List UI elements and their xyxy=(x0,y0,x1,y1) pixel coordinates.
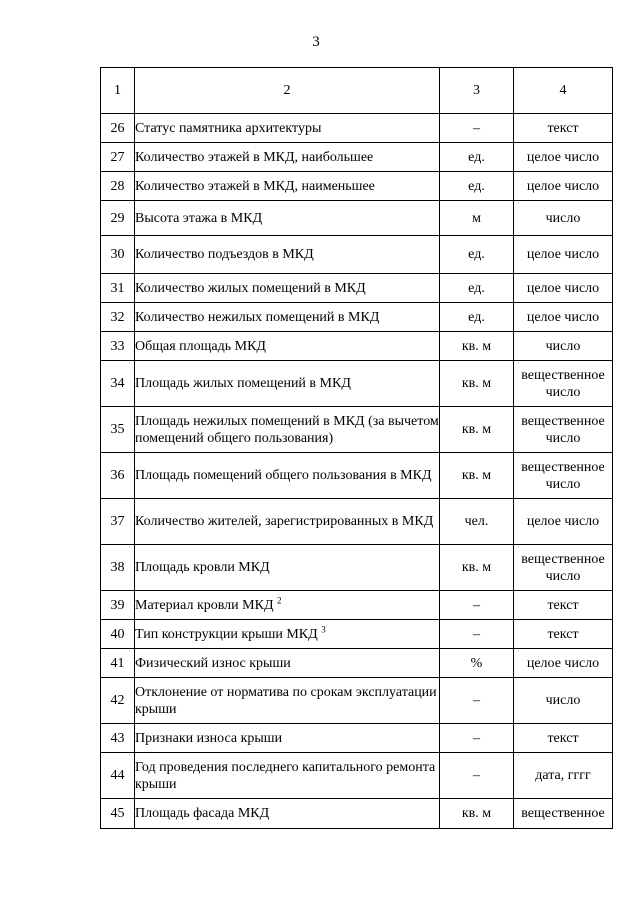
row-unit: – xyxy=(440,620,514,649)
row-data-type: число xyxy=(514,332,613,361)
table-row xyxy=(101,407,613,453)
row-name: Тип конструкции крыши МКД xyxy=(135,626,318,642)
row-name: Год проведения последнего капитального ремонта крыши xyxy=(135,759,436,792)
row-data-type: текст xyxy=(514,114,613,143)
row-number: 30 xyxy=(101,236,135,274)
row-number: 28 xyxy=(101,172,135,201)
table-row xyxy=(101,620,613,649)
header-cell-4: 4 xyxy=(514,68,613,114)
row-name: Площадь нежилых помещений в МКД (за вычетом помещений общего пользования) xyxy=(135,413,439,446)
row-number: 44 xyxy=(101,753,135,799)
row-data-type: дата, гггг xyxy=(514,753,613,799)
row-unit: кв. м xyxy=(440,332,514,361)
row-number: 31 xyxy=(101,274,135,303)
row-unit: кв. м xyxy=(440,545,514,591)
row-data-type: целое число xyxy=(514,649,613,678)
table-row xyxy=(101,753,613,799)
row-name: Отклонение от норматива по срокам эксплуатации крыши xyxy=(135,684,437,717)
row-name-cell xyxy=(135,143,440,172)
row-name-cell xyxy=(135,332,440,361)
table-row xyxy=(101,201,613,236)
row-unit: ед. xyxy=(440,172,514,201)
row-name-cell xyxy=(135,236,440,274)
table-row xyxy=(101,332,613,361)
table-row xyxy=(101,724,613,753)
row-data-type: целое число xyxy=(514,143,613,172)
row-name-cell xyxy=(135,799,440,829)
row-number: 42 xyxy=(101,678,135,724)
row-name: Физический износ крыши xyxy=(135,655,291,671)
row-data-type: число xyxy=(514,201,613,236)
table-row xyxy=(101,143,613,172)
row-name-cell xyxy=(135,678,440,724)
table-row xyxy=(101,114,613,143)
row-unit: кв. м xyxy=(440,799,514,829)
row-name-cell xyxy=(135,649,440,678)
row-name-cell xyxy=(135,724,440,753)
row-unit: – xyxy=(440,591,514,620)
table-row xyxy=(101,678,613,724)
row-name: Количество жителей, зарегистрированных в МКД xyxy=(135,514,434,529)
table-row xyxy=(101,361,613,407)
row-data-type: текст xyxy=(514,591,613,620)
row-unit: – xyxy=(440,724,514,753)
row-number: 40 xyxy=(101,620,135,649)
row-name: Площадь жилых помещений в МКД xyxy=(135,376,351,391)
header-cell-2: 2 xyxy=(135,68,440,114)
row-number: 26 xyxy=(101,114,135,143)
table-row xyxy=(101,499,613,545)
table-body xyxy=(101,68,613,829)
header-row xyxy=(101,68,613,114)
table-row xyxy=(101,453,613,499)
row-data-type: вещественное число xyxy=(514,407,613,453)
row-unit: кв. м xyxy=(440,361,514,407)
row-data-type: целое число xyxy=(514,236,613,274)
table-row xyxy=(101,303,613,332)
row-name: Площадь помещений общего пользования в МКД xyxy=(135,468,432,483)
row-number: 27 xyxy=(101,143,135,172)
row-data-type: вещественное xyxy=(514,799,613,829)
row-name: Признаки износа крыши xyxy=(135,730,283,746)
row-name-cell xyxy=(135,453,440,499)
row-name-cell xyxy=(135,620,440,649)
row-name: Количество жилых помещений в МКД xyxy=(135,280,366,296)
row-name: Количество этажей в МКД, наибольшее xyxy=(135,149,374,165)
row-name: Площадь фасада МКД xyxy=(135,806,270,821)
header-cell-1: 1 xyxy=(101,68,135,114)
row-name: Общая площадь МКД xyxy=(135,338,266,354)
row-name-cell xyxy=(135,499,440,545)
row-name-cell xyxy=(135,274,440,303)
table-row xyxy=(101,649,613,678)
table-row xyxy=(101,274,613,303)
row-name: Количество этажей в МКД, наименьшее xyxy=(135,178,375,194)
row-name: Количество подъездов в МКД xyxy=(135,247,314,262)
row-number: 43 xyxy=(101,724,135,753)
row-number: 34 xyxy=(101,361,135,407)
row-name: Статус памятника архитектуры xyxy=(135,120,322,136)
row-data-type: текст xyxy=(514,620,613,649)
row-number: 37 xyxy=(101,499,135,545)
row-name: Материал кровли МКД xyxy=(135,597,274,613)
row-data-type: вещественное число xyxy=(514,453,613,499)
table-row xyxy=(101,172,613,201)
row-name-cell xyxy=(135,545,440,591)
row-number: 38 xyxy=(101,545,135,591)
row-number: 45 xyxy=(101,799,135,829)
row-number: 39 xyxy=(101,591,135,620)
row-name: Площадь кровли МКД xyxy=(135,560,270,575)
row-number: 35 xyxy=(101,407,135,453)
row-data-type: целое число xyxy=(514,274,613,303)
row-name-cell xyxy=(135,361,440,407)
footnote-marker: 2 xyxy=(277,594,282,605)
row-unit: кв. м xyxy=(440,407,514,453)
row-unit: ед. xyxy=(440,303,514,332)
row-unit: ед. xyxy=(440,274,514,303)
row-name: Количество нежилых помещений в МКД xyxy=(135,309,380,325)
table-row xyxy=(101,236,613,274)
row-number: 29 xyxy=(101,201,135,236)
row-name-cell xyxy=(135,303,440,332)
row-unit: ед. xyxy=(440,236,514,274)
table-row xyxy=(101,591,613,620)
row-unit: ед. xyxy=(440,143,514,172)
row-number: 33 xyxy=(101,332,135,361)
attributes-table xyxy=(100,67,613,829)
row-name-cell xyxy=(135,753,440,799)
row-data-type: число xyxy=(514,678,613,724)
row-unit: % xyxy=(440,649,514,678)
header-cell-3: 3 xyxy=(440,68,514,114)
row-number: 32 xyxy=(101,303,135,332)
row-name-cell xyxy=(135,172,440,201)
row-data-type: вещественное число xyxy=(514,361,613,407)
row-name-cell xyxy=(135,591,440,620)
row-data-type: целое число xyxy=(514,499,613,545)
row-unit: – xyxy=(440,114,514,143)
row-name-cell xyxy=(135,201,440,236)
row-data-type: текст xyxy=(514,724,613,753)
row-unit: чел. xyxy=(440,499,514,545)
row-name-cell xyxy=(135,114,440,143)
table-row xyxy=(101,799,613,829)
row-data-type: целое число xyxy=(514,303,613,332)
row-number: 41 xyxy=(101,649,135,678)
table-row xyxy=(101,545,613,591)
row-unit: – xyxy=(440,753,514,799)
row-unit: кв. м xyxy=(440,453,514,499)
row-number: 36 xyxy=(101,453,135,499)
page-number: 3 xyxy=(312,34,320,50)
footnote-marker: 3 xyxy=(321,623,326,634)
row-data-type: целое число xyxy=(514,172,613,201)
row-name: Высота этажа в МКД xyxy=(135,210,263,226)
row-unit: м xyxy=(440,201,514,236)
row-unit: – xyxy=(440,678,514,724)
row-data-type: вещественное число xyxy=(514,545,613,591)
row-name-cell xyxy=(135,407,440,453)
